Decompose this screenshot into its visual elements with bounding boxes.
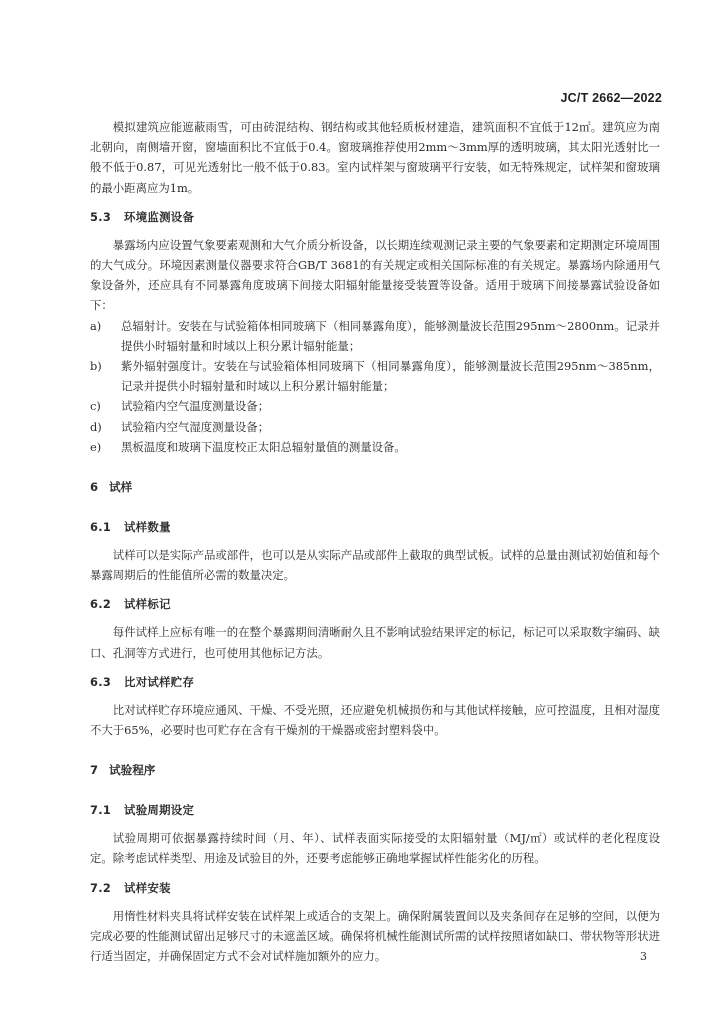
chapter-number: 6 [90,480,99,495]
section-number: 6.3 [90,674,112,689]
section-6-2-paragraph: 每件试样上应标有唯一的在整个暴露期间清晰耐久且不影响试验结果评定的标记，标记可以采取数字编码、缺口、孔洞等方式进行，也可使用其他标记方法。 [90,625,660,660]
intro-paragraph: 模拟建筑应能遮蔽雨雪，可由砖混结构、钢结构或其他轻质板材建造，建筑面积不宜低于12㎡。建筑应为南北朝向，南侧墙开窗，窗墙面积比不宜低于0.4。窗玻璃推荐使用2mm～3mm厚的透明玻璃，其太阳光透射比一般不低于0.87，可见光透射比一般不低于0.83。室内试样架与窗玻璃平行安装，如无特殊规定，试样架和窗玻璃的最小距离应为1m。 [90,120,660,195]
list-item-text: 黑板温度和玻璃下温度校正太阳总辐射量值的测量设备。 [121,439,406,454]
chapter-heading-7 [90,760,660,780]
section-heading-6-1 [90,517,660,537]
standard-code: JC/T 2662—2022 [560,91,662,105]
section-heading-6-3 [90,672,660,692]
section-7-1-paragraph: 试验周期可依据暴露持续时间（月、年）、试样表面实际接受的太阳辐射量（MJ/㎡）或试样的老化程度设定。除考虑试样类型、用途及试验目的外，还要考虑能够正确地掌握试样性能劣化的历程。 [90,831,660,866]
list-marker: b) [90,359,102,374]
section-6-1-paragraph: 试样可以是实际产品或部件，也可以是从实际产品或部件上截取的典型试板。试样的总量由测试初始值和每个暴露周期后的性能值所必需的数量决定。 [90,548,660,583]
section-heading-5-3 [90,207,660,227]
section-title: 试验周期设定 [124,803,195,818]
list-item [90,417,660,437]
list-item-text: 紫外辐射强度计。安装在与试验箱体相同玻璃下（相同暴露角度），能够测量波长范围295nm～385nm，记录并提供小时辐射量和时域以上积分累计辐射能量； [121,359,660,394]
list-marker: d) [90,419,102,434]
list-item [90,437,660,457]
section-title: 试样标记 [124,597,171,612]
section-title: 比对试样贮存 [124,674,195,689]
list-item [90,316,660,356]
section-number: 7.1 [90,803,112,818]
section-title: 环境监测设备 [124,209,195,224]
section-heading-6-2 [90,594,660,614]
section-title: 试样数量 [124,520,171,535]
list-item-text: 总辐射计。安装在与试验箱体相同玻璃下（相同暴露角度），能够测量波长范围295nm～2800nm。记录并提供小时辐射量和时域以上积分累计辐射能量； [121,318,660,353]
chapter-title: 试样 [109,480,133,495]
list-item-text: 试验箱内空气湿度测量设备； [121,419,270,434]
section-6-3-paragraph: 比对试样贮存环境应通风、干燥、不受光照，还应避免机械损伤和与其他试样接触，应可控温度，且相对湿度不大于65%，必要时也可贮存在含有干燥剂的干燥器或密封塑料袋中。 [90,702,660,738]
chapter-number: 7 [90,763,99,778]
section-heading-7-1 [90,800,660,820]
section-number: 5.3 [90,209,112,224]
list-marker: a) [90,318,102,333]
section-number: 6.1 [90,520,112,535]
section-heading-7-2 [90,878,660,898]
chapter-title: 试验程序 [109,763,156,778]
list-item-text: 试验箱内空气温度测量设备； [121,399,270,414]
list-marker: e) [90,439,102,454]
chapter-heading-6 [90,477,660,497]
section-title: 试样安装 [124,880,171,895]
section-5-3-paragraph: 暴露场内应设置气象要素观测和大气介质分析设备，以长期连续观测记录主要的气象要素和定期测定环境周围的大气成分。环境因素测量仪器要求符合GB/T 3681的有关规定或相关国际标准的有关规定。暴露场内除通用气象设备外，还应具有不同暴露角度玻璃下间接太阳辐射能量接受装置等设备。适用于玻璃下间接暴露试验设备如下： [90,237,660,313]
list-marker: c) [90,399,101,414]
page-body [90,117,660,966]
page-number: 3 [640,950,647,963]
section-number: 7.2 [90,880,112,895]
section-7-2-paragraph: 用惰性材料夹具将试样安装在试样架上或适合的支架上。确保附属装置间以及夹条间存在足够的空间，以便为完成必要的性能测试留出足够尺寸的未遮盖区域。确保将机械性能测试所需的试样按照诸如缺口、带状物等形状进行适当固定，并确保固定方式不会对试样施加额外的应力。 [90,908,660,964]
equipment-list [90,316,660,457]
list-item [90,356,660,396]
section-number: 6.2 [90,597,112,612]
list-item [90,396,660,416]
